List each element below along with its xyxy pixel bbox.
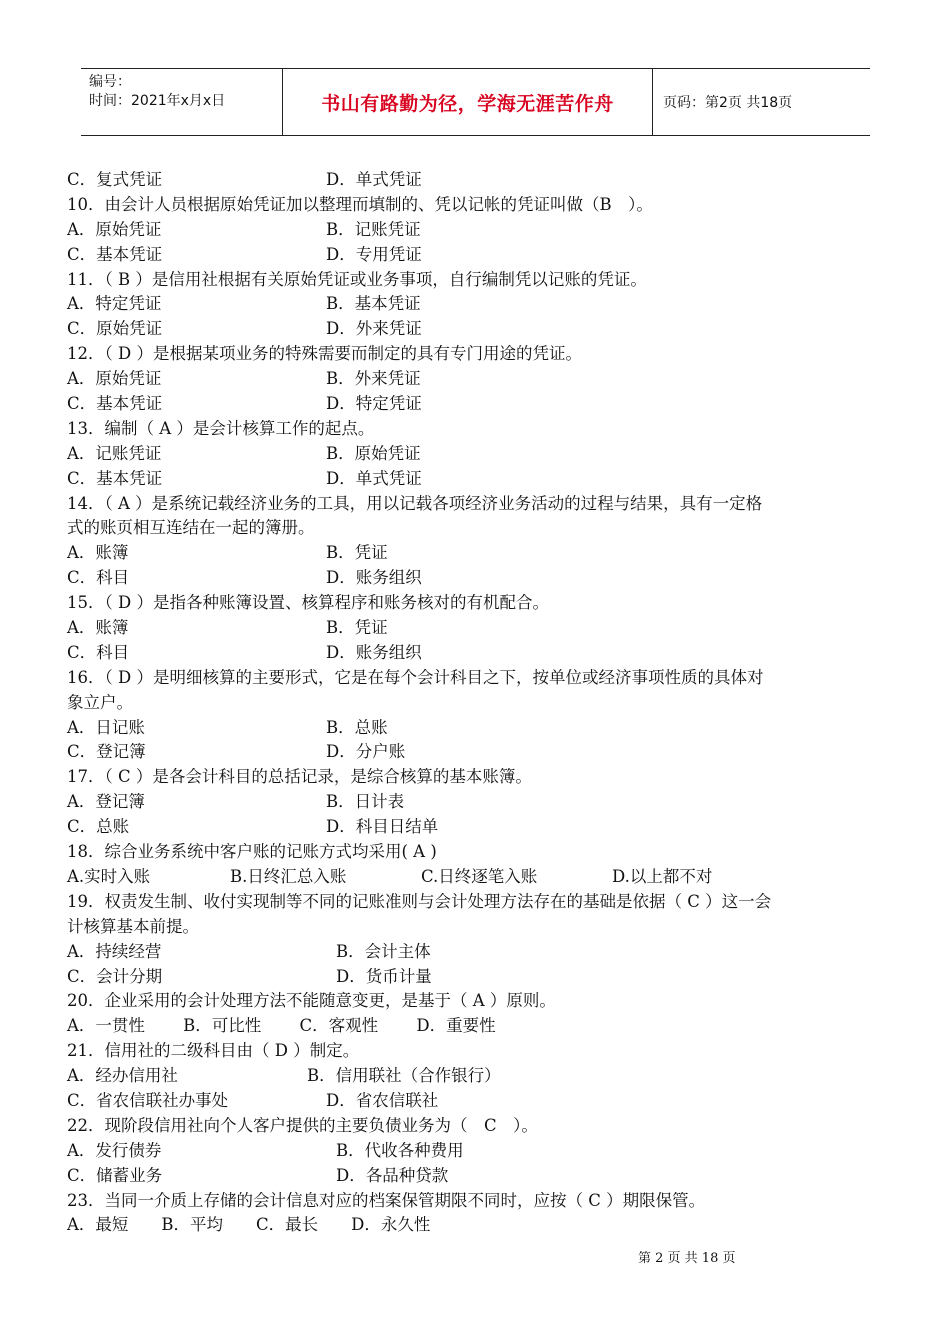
option: D.以上都不对	[612, 866, 713, 886]
text-line: 21．信用社的二级科目由（ D ）制定。	[67, 1041, 360, 1061]
option-row	[67, 865, 887, 890]
option: D．单式凭证	[326, 170, 422, 189]
text-line: 11．（ B ）是信用社根据有关原始凭证或业务事项，自行编制凭以记账的凭证。	[67, 269, 647, 289]
option: A．经办信用社	[67, 1066, 178, 1086]
option: B．代收各种费用	[336, 1140, 464, 1160]
option-row	[67, 218, 887, 243]
text-line: 22．现阶段信用社向个人客户提供的主要负债业务为（ C ）。	[67, 1115, 538, 1135]
text-line: A．最短 B．平均 C．最长 D．永久性	[67, 1215, 431, 1235]
date-label: 时间：2021年x月x日	[89, 93, 226, 109]
option-row	[67, 815, 887, 840]
option: D．外来凭证	[326, 319, 422, 339]
header-meta	[81, 69, 282, 135]
option: A．账簿	[67, 543, 129, 563]
option-row	[67, 1139, 887, 1164]
option: D．分户账	[326, 742, 406, 762]
option-row	[67, 317, 887, 342]
number-label: 编号：	[89, 74, 131, 90]
option: B．会计主体	[336, 941, 431, 961]
option-row	[67, 566, 887, 591]
option: C.日终逐笔入账	[421, 866, 538, 886]
page-number-label: 页码：第2页 共18页	[663, 95, 793, 111]
option: D．货币计量	[336, 966, 432, 986]
text-line: 23．当同一介质上存储的会计信息对应的档案保管期限不同时，应按（ C ）期限保管。	[67, 1190, 706, 1210]
option-row	[67, 392, 887, 417]
option: C．登记簿	[67, 742, 146, 762]
option: C．基本凭证	[67, 468, 163, 488]
text-line: 17．（ C ）是各会计科目的总括记录，是综合核算的基本账簿。	[67, 767, 532, 787]
option: B．外来凭证	[326, 369, 421, 389]
text-line: 10．由会计人员根据原始凭证加以整理而填制的、凭以记帐的凭证叫做（B ）。	[67, 194, 653, 214]
text-line: 13．编制（ A ）是会计核算工作的起点。	[67, 418, 375, 438]
text-line: 12．（ D ）是根据某项业务的特殊需要而制定的具有专门用途的凭证。	[67, 344, 582, 364]
option: A．账簿	[67, 618, 129, 638]
option: C．会计分期	[67, 966, 163, 986]
question-list	[67, 168, 887, 1238]
option: D．账务组织	[326, 568, 422, 588]
text-line: 式的账页相互连结在一起的簿册。	[67, 518, 315, 538]
option: A．原始凭证	[67, 369, 162, 389]
option: A．特定凭证	[67, 294, 162, 314]
option-row	[67, 641, 887, 666]
option-row	[67, 243, 887, 268]
option: C．总账	[67, 817, 130, 837]
option: D．账务组织	[326, 642, 422, 662]
option-row	[67, 367, 887, 392]
option: B．凭证	[326, 543, 388, 563]
option: B．凭证	[326, 618, 388, 638]
option-row	[67, 541, 887, 566]
option: A．持续经营	[67, 941, 162, 961]
option: C．科目	[67, 568, 130, 588]
option: C．原始凭证	[67, 319, 163, 339]
option: C．基本凭证	[67, 244, 163, 264]
option: D．科目日结单	[326, 817, 439, 837]
text-line: 16．（ D ）是明细核算的主要形式，它是在每个会计科目之下，按单位或经济事项性质的具体对	[67, 667, 764, 687]
text-line: 14．（ A ）是系统记载经济业务的工具，用以记载各项经济业务活动的过程与结果，具有一定格	[67, 493, 763, 513]
option: D．单式凭证	[326, 468, 422, 488]
text-line: 计核算基本前提。	[67, 916, 199, 936]
option: B．信用联社（合作银行）	[307, 1066, 501, 1086]
option-row	[67, 940, 887, 965]
option: B．原始凭证	[326, 443, 421, 463]
option-row	[67, 716, 887, 741]
text-line: 15．（ D ）是指各种账簿设置、核算程序和账务核对的有机配合。	[67, 593, 549, 613]
option: A．日记账	[67, 717, 145, 737]
option: B．日计表	[326, 792, 405, 812]
motto: 书山有路勤为径，学海无涯苦作舟	[282, 69, 653, 135]
option-row	[67, 790, 887, 815]
option-row	[67, 740, 887, 765]
option: A．发行债券	[67, 1140, 162, 1160]
text-line: 18．综合业务系统中客户账的记账方式均采用( A )	[67, 842, 437, 862]
option: C．科目	[67, 642, 130, 662]
option-row	[67, 1064, 887, 1089]
option-row	[67, 442, 887, 467]
option: A．登记簿	[67, 792, 145, 812]
option: D．省农信联社	[326, 1090, 439, 1110]
option-row	[67, 1164, 887, 1189]
text-line: 19．权责发生制、收付实现制等不同的记账准则与会计处理方法存在的基础是依据（ C ）这一会	[67, 891, 772, 911]
option: C．基本凭证	[67, 394, 163, 414]
option-row	[67, 292, 887, 317]
option-row	[67, 616, 887, 641]
option: D．各品种贷款	[336, 1165, 449, 1185]
option: B．总账	[326, 717, 388, 737]
option-row	[67, 467, 887, 492]
option: A．原始凭证	[67, 219, 162, 239]
option: D．特定凭证	[326, 394, 422, 414]
page-header	[81, 68, 870, 136]
option: C．复式凭证	[67, 170, 163, 189]
option: D．专用凭证	[326, 244, 422, 264]
option-row	[67, 1089, 887, 1114]
text-line: 20．企业采用的会计处理方法不能随意变更，是基于（ A ）原则。	[67, 991, 556, 1011]
option: A．记账凭证	[67, 443, 162, 463]
text-line: 象立户。	[67, 692, 133, 712]
option: B.日终汇总入账	[230, 866, 347, 886]
option: B．记账凭证	[326, 219, 421, 239]
option-row	[67, 965, 887, 990]
option: C．储蓄业务	[67, 1165, 163, 1185]
page-footer: 第 2 页 共 18 页	[638, 1251, 736, 1266]
text-line: A．一贯性 B．可比性 C．客观性 D．重要性	[67, 1016, 496, 1036]
option-row	[67, 168, 887, 193]
option: C．省农信联社办事处	[67, 1090, 229, 1110]
option: A.实时入账	[67, 866, 151, 886]
option: B．基本凭证	[326, 294, 421, 314]
